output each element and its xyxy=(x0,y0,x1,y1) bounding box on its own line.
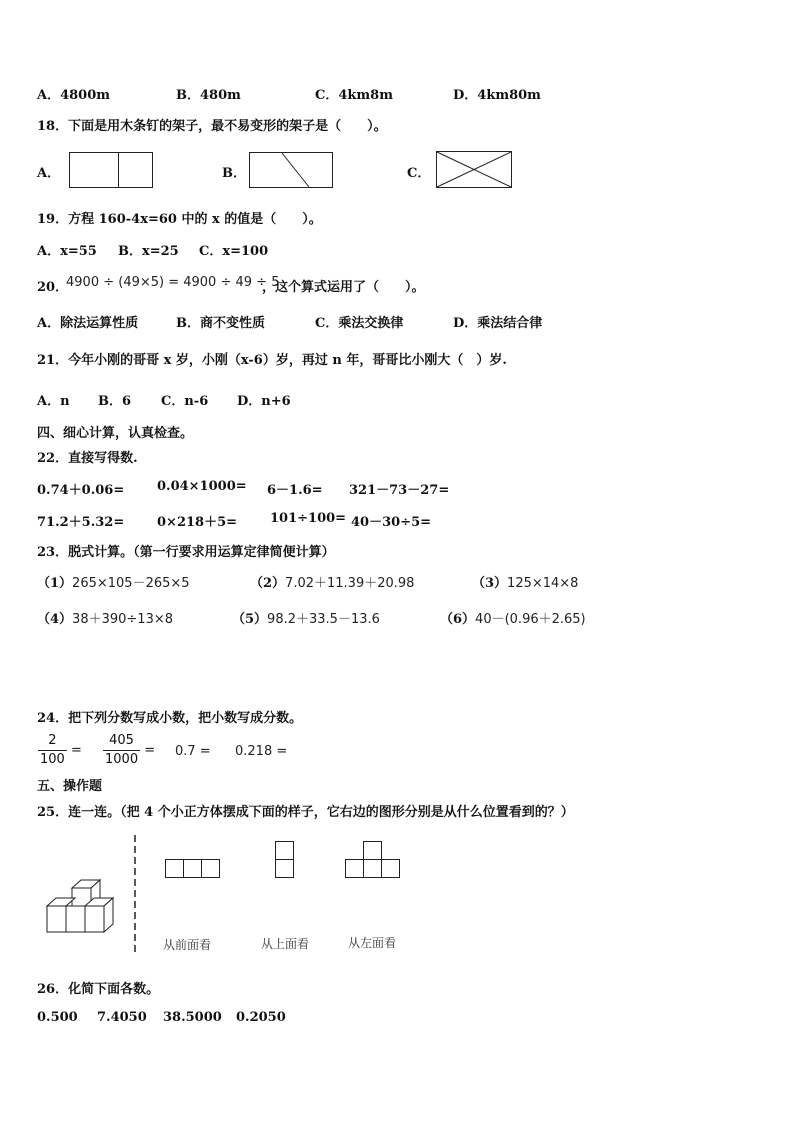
q23-item-expr: 38＋390÷13×8 xyxy=(72,612,174,627)
dashed-divider xyxy=(132,835,138,953)
view-three-in-row xyxy=(165,859,222,879)
q24-fraction-2 xyxy=(103,732,155,769)
q23-item-1 xyxy=(37,572,190,591)
fraction-numerator: 405 xyxy=(103,732,140,751)
q22-item: 40－30÷5= xyxy=(351,515,432,530)
q23-item-label: （5） xyxy=(232,612,268,627)
cube-stack-figure xyxy=(44,872,126,938)
q26-number: 7.4050 xyxy=(97,1010,147,1025)
q17-option-c: C．4km8m xyxy=(315,88,393,103)
q20-expression: 4900 ÷ (49×5) = 4900 ÷ 49 ÷ 5 xyxy=(66,275,280,290)
equals-sign: = xyxy=(70,743,82,758)
q24-fraction-1 xyxy=(38,732,82,769)
q22-item: 71.2＋5.32= xyxy=(37,515,125,530)
caption-top-view: 从上面看 xyxy=(261,937,310,951)
q18-option-c-label: C． xyxy=(407,166,431,181)
q24-decimal-1: 0.7 = xyxy=(175,744,211,759)
q23-item-expr: 40－(0.96＋2.65) xyxy=(475,612,586,627)
q23-item-3 xyxy=(472,572,578,591)
q26-number: 38.5000 xyxy=(163,1010,222,1025)
section-4-title: 四、细心计算，认真检查。 xyxy=(37,426,194,441)
q19-stem: 19．方程 160-4x=60 中的 x 的值是（ ）。 xyxy=(37,212,322,227)
q22-item: 101÷100= xyxy=(270,511,347,526)
caption-front-view: 从前面看 xyxy=(163,938,212,952)
q23-item-2 xyxy=(250,572,414,591)
q21-stem: 21．今年小刚的哥哥 x 岁，小刚（x-6）岁，再过 n 年，哥哥比小刚大（ ）岁. xyxy=(37,353,507,368)
q24-decimal-2: 0.218 = xyxy=(235,744,288,759)
q18-option-b-label: B． xyxy=(222,166,246,181)
q17-option-d: D．4km80m xyxy=(453,88,541,103)
q23-item-label: （1） xyxy=(37,576,73,591)
q23-item-4 xyxy=(37,608,173,627)
q26-number: 0.500 xyxy=(37,1010,78,1025)
q18-stem: 18．下面是用木条钉的架子，最不易变形的架子是（ ）。 xyxy=(37,119,387,134)
q22-item: 6－1.6= xyxy=(267,483,323,498)
view-t-shape xyxy=(345,841,402,879)
q21-option-c: C．n-6 xyxy=(161,394,209,409)
q19-option-b: B．x=25 xyxy=(118,244,179,259)
fraction-denominator: 1000 xyxy=(105,752,139,767)
q23-item-expr: 265×105－265×5 xyxy=(72,576,190,591)
q19-option-a: A．x=55 xyxy=(37,244,97,259)
caption-left-view: 从左面看 xyxy=(348,936,397,950)
q22-item: 0.74＋0.06= xyxy=(37,483,125,498)
q21-option-b: B．6 xyxy=(98,394,132,409)
q20-stem-tail: ，这个算式运用了（ ）。 xyxy=(262,280,425,295)
q23-item-expr: 125×14×8 xyxy=(507,576,579,591)
q21-option-d: D．n+6 xyxy=(237,394,291,409)
q20-option-c: C．乘法交换律 xyxy=(315,316,404,331)
q24-stem: 24．把下列分数写成小数，把小数写成分数。 xyxy=(37,711,303,726)
q23-item-label: （6） xyxy=(440,612,476,627)
q23-item-label: （4） xyxy=(37,612,73,627)
q23-stem: 23．脱式计算。（第一行要求用运算定律简便计算） xyxy=(37,545,335,560)
q22-item: 0×218＋5= xyxy=(157,515,238,530)
q26-number: 0.2050 xyxy=(236,1010,286,1025)
q23-item-expr: 98.2＋33.5－13.6 xyxy=(267,612,380,627)
fraction-numerator: 2 xyxy=(38,732,67,751)
q23-item-label: （3） xyxy=(472,576,508,591)
q17-option-a: A．4800m xyxy=(37,88,111,103)
q19-option-c: C．x=100 xyxy=(199,244,269,259)
q25-stem: 25．连一连。（把 4 个小正方体摆成下面的样子，它右边的图形分别是从什么位置看到的？） xyxy=(37,805,574,820)
fraction-denominator: 100 xyxy=(40,752,65,767)
q17-option-b: B．480m xyxy=(176,88,241,103)
q23-item-expr: 7.02＋11.39＋20.98 xyxy=(285,576,415,591)
q26-stem: 26．化简下面各数。 xyxy=(37,982,160,997)
frame-a xyxy=(69,152,153,188)
section-5-title: 五、操作题 xyxy=(37,779,103,794)
q22-item: 0.04×1000= xyxy=(157,479,247,494)
q20-option-d: D．乘法结合律 xyxy=(453,316,543,331)
view-two-stacked xyxy=(275,841,295,879)
q20-number: 20． xyxy=(37,280,69,295)
q22-stem: 22．直接写得数. xyxy=(37,451,138,466)
q18-option-a-label: A． xyxy=(37,166,61,181)
equals-sign: = xyxy=(144,743,156,758)
q22-item: 321－73－27= xyxy=(349,483,450,498)
frame-c xyxy=(436,151,512,188)
q20-option-b: B．商不变性质 xyxy=(176,316,265,331)
q23-item-label: （2） xyxy=(250,576,286,591)
q23-item-5 xyxy=(232,608,380,627)
q23-item-6 xyxy=(440,608,586,627)
q20-option-a: A．除法运算性质 xyxy=(37,316,139,331)
frame-b xyxy=(249,152,333,188)
q21-option-a: A．n xyxy=(37,394,70,409)
